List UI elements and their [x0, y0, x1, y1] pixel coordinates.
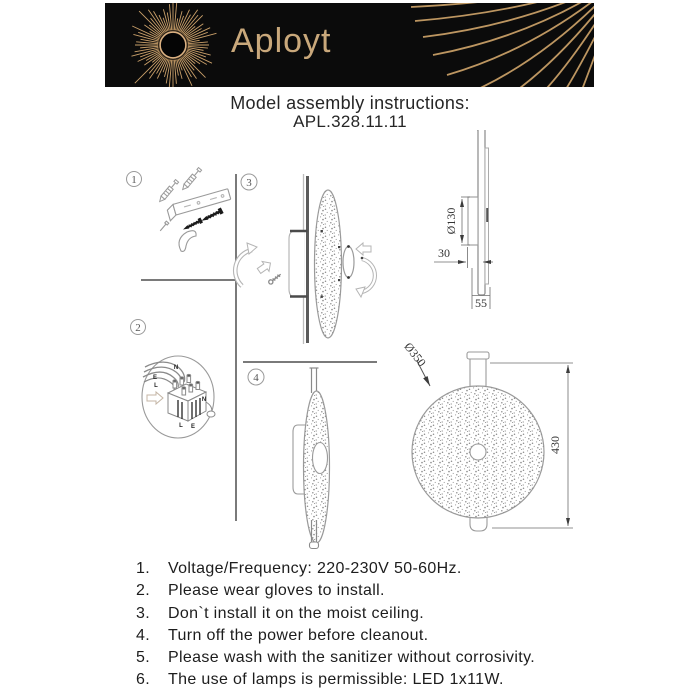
- wire-label-l: L: [154, 383, 158, 389]
- brand-logo-text: Aployt: [231, 22, 332, 60]
- center-hole: [470, 444, 486, 460]
- panel-dividers: [141, 174, 377, 521]
- instruction-item: [136, 625, 606, 647]
- dim-diameter-130: Ø130: [444, 207, 458, 235]
- instruction-item: [136, 647, 606, 669]
- instruction-item: [136, 580, 606, 602]
- step-3-exploded-diagram: [235, 174, 375, 344]
- driver-housing: [289, 231, 304, 297]
- item-number: 6.: [136, 671, 151, 689]
- terminal-label-l: L: [179, 423, 183, 429]
- model-number: APL.328.11.11: [293, 112, 407, 131]
- item-number: 1.: [136, 560, 151, 577]
- ray-fan-decoration: [411, 3, 594, 87]
- mounting-tool-icon: [179, 231, 196, 252]
- step-1-number: 1: [131, 174, 137, 186]
- dim-height-430: 430: [548, 436, 562, 454]
- item-text: The use of lamps is permissible: LED 1x11W.: [168, 671, 504, 689]
- step-4-number: 4: [253, 372, 259, 384]
- item-number: 3.: [136, 604, 151, 622]
- side-view-drawing: [434, 130, 493, 310]
- center-opening: [313, 443, 328, 474]
- lamp-disc: [315, 190, 342, 338]
- page-title: Model assembly instructions:: [230, 93, 470, 113]
- instruction-item: [136, 669, 606, 691]
- instruction-list: [136, 558, 606, 692]
- step-4-assembled-diagram: [293, 368, 330, 549]
- item-text: Turn off the power before cleanout.: [168, 626, 429, 644]
- item-text: Voltage/Frequency: 220-230V 50-60Hz.: [168, 560, 462, 577]
- instruction-item: [136, 603, 606, 625]
- wire-label-e: E: [152, 375, 158, 381]
- item-number: 5.: [136, 649, 151, 667]
- dim-offset-30: 30: [438, 246, 450, 260]
- assembly-diagrams: [0, 130, 700, 558]
- instruction-item: [136, 558, 606, 580]
- item-text: Please wear gloves to install.: [168, 582, 385, 600]
- step-1-bracket-diagram: [158, 167, 232, 251]
- rotate-arrow-icon: [235, 243, 257, 286]
- push-arrow-icon: [256, 258, 274, 276]
- banner-decoration: [105, 3, 594, 87]
- front-view-drawing: [401, 340, 573, 531]
- step-3-number: 3: [246, 177, 252, 189]
- item-number: 4.: [136, 626, 151, 644]
- dim-depth-55: 55: [475, 296, 487, 310]
- step-2-number: 2: [135, 322, 141, 334]
- brand-banner: [105, 3, 594, 87]
- terminal-label-e: E: [190, 424, 196, 430]
- push-arrow-left-icon: [356, 243, 371, 255]
- wire-label-n: N: [173, 365, 179, 371]
- item-number: 2.: [136, 582, 151, 600]
- rotate-ring-arrow-icon: [356, 257, 375, 297]
- sunburst-logo-icon: [131, 3, 216, 87]
- item-text: Please wash with the sanitizer without corrosivity.: [168, 649, 536, 667]
- decor-ring: [343, 247, 354, 278]
- small-screw-icon: [268, 273, 282, 285]
- step-2-wiring-diagram: [142, 356, 215, 438]
- terminal-label-n: N: [201, 397, 207, 403]
- item-text: Don`t install it on the moist ceiling.: [168, 604, 425, 622]
- dim-diameter-350: Ø350: [401, 339, 429, 370]
